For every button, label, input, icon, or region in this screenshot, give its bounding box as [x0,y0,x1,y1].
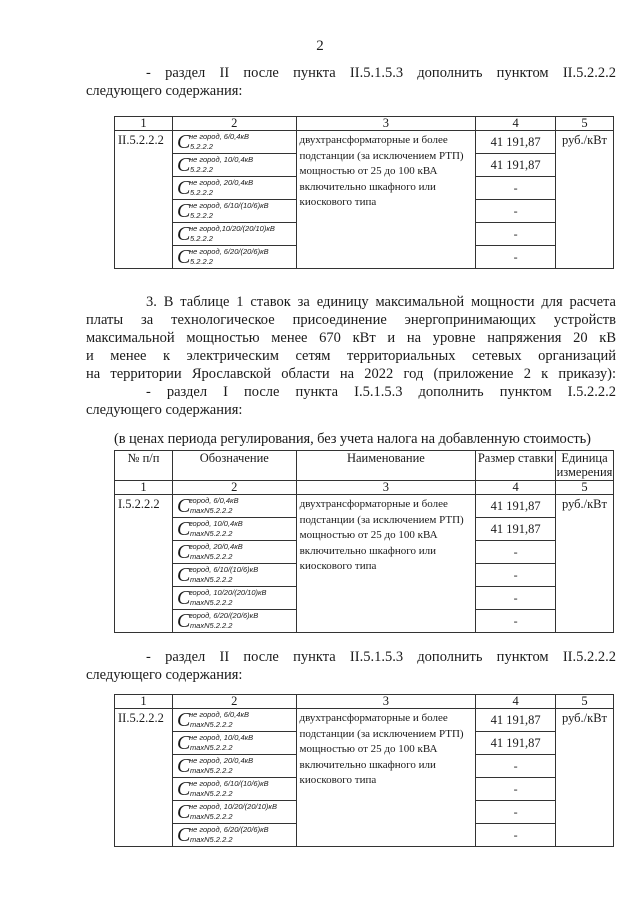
paragraph-line: максимальной мощностью менее 670 кВт и на уровне напряжения 20 кВ [86,330,616,346]
rate-symbol: C город, 6/10/(10/6)кВ maxN5.2.2.2 [173,564,296,587]
item-description: двухтрансформаторные и более подстанции (за исключением РТП) мощностью от 25 до 100 кВА включительно шкафного или киоскового типа [296,495,476,633]
unit: руб./кВт [556,131,614,269]
item-description: двухтрансформаторные и более подстанции (за исключением РТП) мощностью от 25 до 100 кВА включительно шкафного или киоскового типа [296,131,476,269]
table-1 [114,116,614,269]
rate-value: - [476,541,555,564]
paragraph-line: 3. В таблице 1 ставок за единицу максимальной мощности для расчета [146,294,616,310]
rate-symbol: C не город, 20/0,4кВ 5.2.2.2 [173,177,296,200]
col-number: 4 [476,481,556,495]
rate-symbol: C город, 10/20/(20/10)кВ maxN5.2.2.2 [173,587,296,610]
rate-value: - [476,200,555,223]
paragraph-line: - раздел II после пункта II.5.1.5.3 дополнить пунктом II.5.2.2.2 [146,65,616,81]
paragraph-line: следующего содержания: [86,402,243,418]
rate-symbol: C не город, 6/20/(20/6)кВ maxN5.2.2.2 [176,824,269,846]
col-number: 5 [556,117,614,131]
col-number: 3 [296,695,476,709]
rate-value: 41 191,87 [476,709,555,732]
item-code: I.5.2.2.2 [115,495,173,633]
col-number: 4 [476,695,556,709]
rate-symbol: C не город, 6/0,4кВ maxN5.2.2.2 [173,709,296,732]
col-number: 5 [555,481,613,495]
rate-value: - [476,564,555,587]
value-list [476,131,556,269]
unit: руб./кВт [556,709,614,847]
col-number: 2 [172,117,296,131]
symbol-list [172,131,296,269]
item-code: II.5.2.2.2 [115,709,173,847]
rate-value: 41 191,87 [476,732,555,755]
col-number: 2 [172,695,296,709]
paragraph-line: на территории Ярославской области на 2022 год (приложение 2 к приказу): [86,366,616,382]
rate-value: 41 191,87 [476,495,555,518]
table-2 [114,450,614,633]
rate-value: - [476,801,555,824]
col-number: 1 [115,695,173,709]
rate-symbol: C не город, 10/0,4кВ 5.2.2.2 [173,154,296,177]
rate-value: - [476,587,555,610]
header-symbol: Обозначение [172,451,296,481]
symbol-list [172,495,296,633]
table-3 [114,694,614,847]
item-code: II.5.2.2.2 [115,131,173,269]
rate-symbol: C город, 10/0,4кВ maxN5.2.2.2 [173,518,296,541]
col-number: 1 [115,481,173,495]
unit: руб./кВт [555,495,613,633]
table-caption: (в ценах периода регулирования, без учета налога на добавленную стоимость) [114,431,591,447]
col-number: 3 [296,117,476,131]
value-list [476,709,556,847]
paragraph-line: - раздел II после пункта II.5.1.5.3 дополнить пунктом II.5.2.2.2 [146,649,616,665]
symbol-list [172,709,296,847]
col-number: 4 [476,117,556,131]
rate-value: 41 191,87 [476,131,555,154]
rate-symbol: C не город, 6/10/(10/6)кВ maxN5.2.2.2 [173,778,296,801]
rate-value: - [513,614,518,628]
rate-symbol: C не город, 10/20/(20/10)кВ maxN5.2.2.2 [173,801,296,824]
paragraph-1 [86,64,616,100]
rate-symbol: C не город,10/20/(20/10)кВ 5.2.2.2 [173,223,296,246]
header-unit: Единица измерения [556,451,613,479]
col-number: 2 [172,481,296,495]
paragraph-line: - раздел I после пункта I.5.1.5.3 дополнить пунктом I.5.2.2.2 [146,384,616,400]
page-number: 2 [316,38,324,54]
rate-value: - [476,755,555,778]
rate-symbol: C город, 6/20/(20/6)кВ maxN5.2.2.2 [176,610,259,632]
header-rate: Размер ставки [476,451,556,481]
rate-symbol: C не город, 10/0,4кВ maxN5.2.2.2 [173,732,296,755]
rate-value: 41 191,87 [476,154,555,177]
header-name: Наименование [296,451,476,481]
header-number: № п/п [115,451,173,481]
paragraph-line: следующего содержания: [86,83,243,99]
rate-value: - [476,223,555,246]
rate-value: - [476,177,555,200]
rate-value: 41 191,87 [476,518,555,541]
rate-value: - [513,828,518,842]
item-description: двухтрансформаторные и более подстанции (за исключением РТП) мощностью от 25 до 100 кВА включительно шкафного или киоскового типа [296,709,476,847]
paragraph-line: следующего содержания: [86,667,243,683]
rate-symbol: C не город, 20/0,4кВ maxN5.2.2.2 [173,755,296,778]
paragraph-line: и менее к электрическим сетям территориальных сетевых организаций [86,348,616,364]
col-number: 1 [115,117,173,131]
rate-symbol: C не город, 6/20/(20/6)кВ 5.2.2.2 [176,246,269,268]
rate-symbol: C город, 6/0,4кВ maxN5.2.2.2 [173,495,296,518]
col-number: 3 [296,481,476,495]
value-list [476,495,556,633]
paragraph-2 [86,293,616,419]
rate-symbol: C город, 20/0,4кВ maxN5.2.2.2 [173,541,296,564]
rate-value: - [513,250,518,264]
col-number: 5 [556,695,614,709]
paragraph-3 [86,648,616,684]
paragraph-line: платы за технологическое присоединение энергопринимающих устройств [86,312,616,328]
rate-value: - [476,778,555,801]
rate-symbol: C не город, 6/10/(10/6)кВ 5.2.2.2 [173,200,296,223]
rate-symbol: C не город, 6/0,4кВ 5.2.2.2 [173,131,296,154]
